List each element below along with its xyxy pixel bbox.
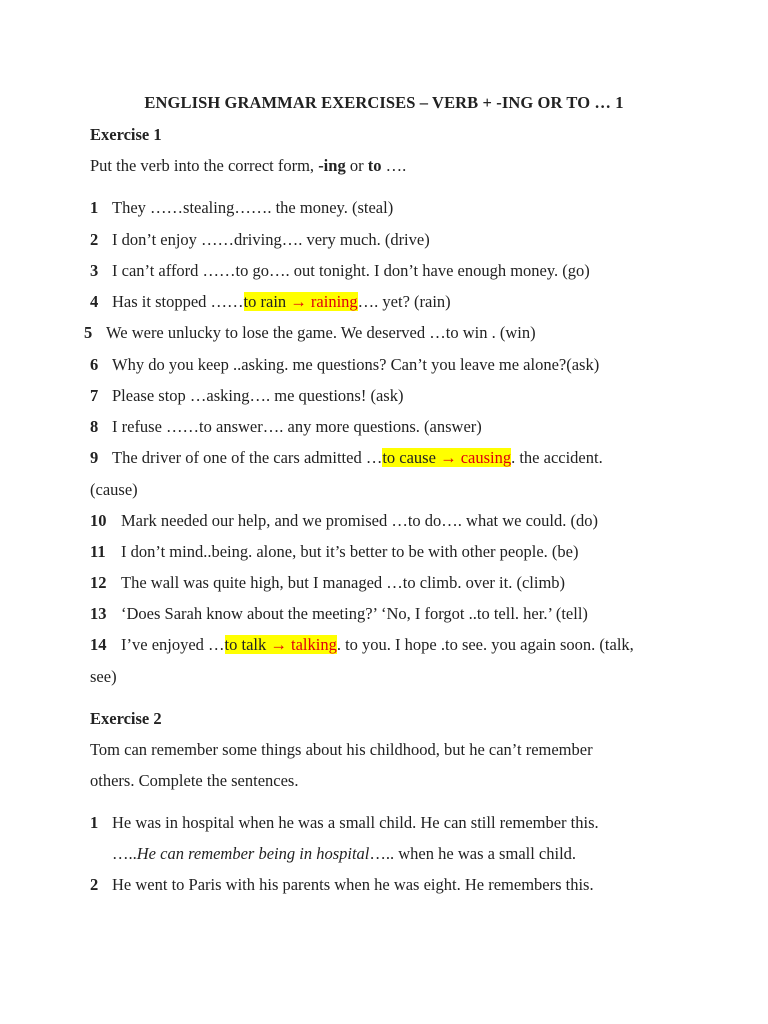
item-number: 1 bbox=[90, 813, 99, 832]
item-number: 2 bbox=[90, 230, 99, 249]
item-text: They ……stealing……. the money. (steal) bbox=[112, 198, 394, 217]
item-text-end: …. yet? (rain) bbox=[357, 292, 451, 311]
exercise1-item-3 bbox=[90, 261, 590, 281]
exercise1-item-6 bbox=[90, 355, 599, 375]
exercise2-instruction-line1: Tom can remember some things about his childhood, but he can’t remember bbox=[90, 740, 593, 759]
correction-highlight bbox=[225, 635, 337, 654]
item-text-end: . the accident. bbox=[511, 448, 603, 467]
item-number: 10 bbox=[90, 511, 107, 530]
exercise2-item-1 bbox=[90, 813, 599, 833]
item-text: The driver of one of the cars admitted … bbox=[112, 448, 383, 467]
item-text: Mark needed our help, and we promised …to do…. what we could. (do) bbox=[121, 511, 599, 530]
item-text: We were unlucky to lose the game. We deserved …to win . (win) bbox=[106, 323, 536, 342]
answer-dots: ….. bbox=[112, 844, 137, 863]
exercise2-instruction-line2: others. Complete the sentences. bbox=[90, 771, 299, 790]
wrong-answer: to talk bbox=[224, 635, 271, 654]
exercise2-item-2 bbox=[90, 875, 594, 895]
right-arrow-icon: → bbox=[440, 448, 457, 467]
item-number: 2 bbox=[90, 875, 99, 894]
item-text: Why do you keep ..asking. me questions? Can’t you leave me alone?(ask) bbox=[112, 355, 600, 374]
exercise1-item-14-continued: see) bbox=[90, 667, 117, 686]
exercise2-heading: Exercise 2 bbox=[90, 709, 162, 728]
exercise1-item-10 bbox=[90, 511, 598, 531]
right-arrow-icon: → bbox=[290, 292, 307, 311]
page-title: ENGLISH GRAMMAR EXERCISES – VERB + -ING OR TO … 1 bbox=[144, 93, 624, 112]
exercise1-item-8 bbox=[90, 417, 482, 437]
exercise1-item-14 bbox=[90, 635, 634, 655]
item-number: 9 bbox=[90, 448, 99, 467]
item-number: 12 bbox=[90, 573, 107, 592]
item-number: 6 bbox=[90, 355, 99, 374]
exercise1-item-5 bbox=[84, 323, 536, 343]
instruction-to: to bbox=[367, 156, 382, 175]
correct-answer: talking bbox=[286, 635, 337, 654]
exercise1-item-9-continued: (cause) bbox=[90, 480, 138, 499]
correct-answer: causing bbox=[456, 448, 512, 467]
item-text: I refuse ……to answer…. any more questions. (answer) bbox=[112, 417, 482, 436]
instruction-ing: -ing bbox=[318, 156, 346, 175]
exercise1-instruction bbox=[90, 156, 406, 176]
exercise1-item-7 bbox=[90, 386, 403, 406]
right-arrow-icon: → bbox=[270, 635, 287, 654]
exercise1-item-1 bbox=[90, 198, 393, 218]
exercise1-item-12 bbox=[90, 573, 565, 593]
item-number: 1 bbox=[90, 198, 99, 217]
exercise1-item-13 bbox=[90, 604, 588, 624]
instruction-or: or bbox=[345, 156, 368, 175]
item-text: ‘Does Sarah know about the meeting?’ ‘No, I forgot ..to tell. her.’ (tell) bbox=[121, 604, 588, 623]
item-text: I don’t mind..being. alone, but it’s better to be with other people. (be) bbox=[121, 542, 579, 561]
exercise1-item-4 bbox=[90, 292, 451, 312]
example-answer: He can remember being in hospital bbox=[136, 844, 370, 863]
item-text: Has it stopped …… bbox=[112, 292, 244, 311]
item-text: I don’t enjoy ……driving…. very much. (drive) bbox=[112, 230, 430, 249]
correction-highlight bbox=[244, 292, 358, 311]
item-text: I can’t afford ……to go…. out tonight. I don’t have enough money. (go) bbox=[112, 261, 590, 280]
item-text: He was in hospital when he was a small child. He can still remember this. bbox=[112, 813, 599, 832]
item-text: I’ve enjoyed … bbox=[121, 635, 225, 654]
instruction-end: …. bbox=[381, 156, 407, 175]
answer-end: ….. when he was a small child. bbox=[369, 844, 577, 863]
wrong-answer: to rain bbox=[243, 292, 291, 311]
instruction-text: Put the verb into the correct form, bbox=[90, 156, 319, 175]
item-number: 5 bbox=[84, 323, 93, 342]
correction-highlight bbox=[382, 448, 511, 467]
item-text: He went to Paris with his parents when he was eight. He remembers this. bbox=[112, 875, 594, 894]
item-number: 14 bbox=[90, 635, 107, 654]
exercise2-item-1-answer bbox=[112, 844, 576, 864]
item-number: 3 bbox=[90, 261, 99, 280]
item-text: The wall was quite high, but I managed …to climb. over it. (climb) bbox=[121, 573, 566, 592]
item-number: 13 bbox=[90, 604, 107, 623]
exercise1-heading: Exercise 1 bbox=[90, 125, 162, 144]
item-number: 8 bbox=[90, 417, 99, 436]
exercise1-item-2 bbox=[90, 230, 430, 250]
wrong-answer: to cause bbox=[382, 448, 441, 467]
exercise1-item-9 bbox=[90, 448, 603, 468]
item-text-end: . to you. I hope .to see. you again soon. (talk, bbox=[336, 635, 634, 654]
item-number: 7 bbox=[90, 386, 99, 405]
item-number: 11 bbox=[90, 542, 106, 561]
correct-answer: raining bbox=[306, 292, 358, 311]
exercise1-item-11 bbox=[90, 542, 578, 562]
item-text: Please stop …asking…. me questions! (ask) bbox=[112, 386, 404, 405]
item-number: 4 bbox=[90, 292, 99, 311]
